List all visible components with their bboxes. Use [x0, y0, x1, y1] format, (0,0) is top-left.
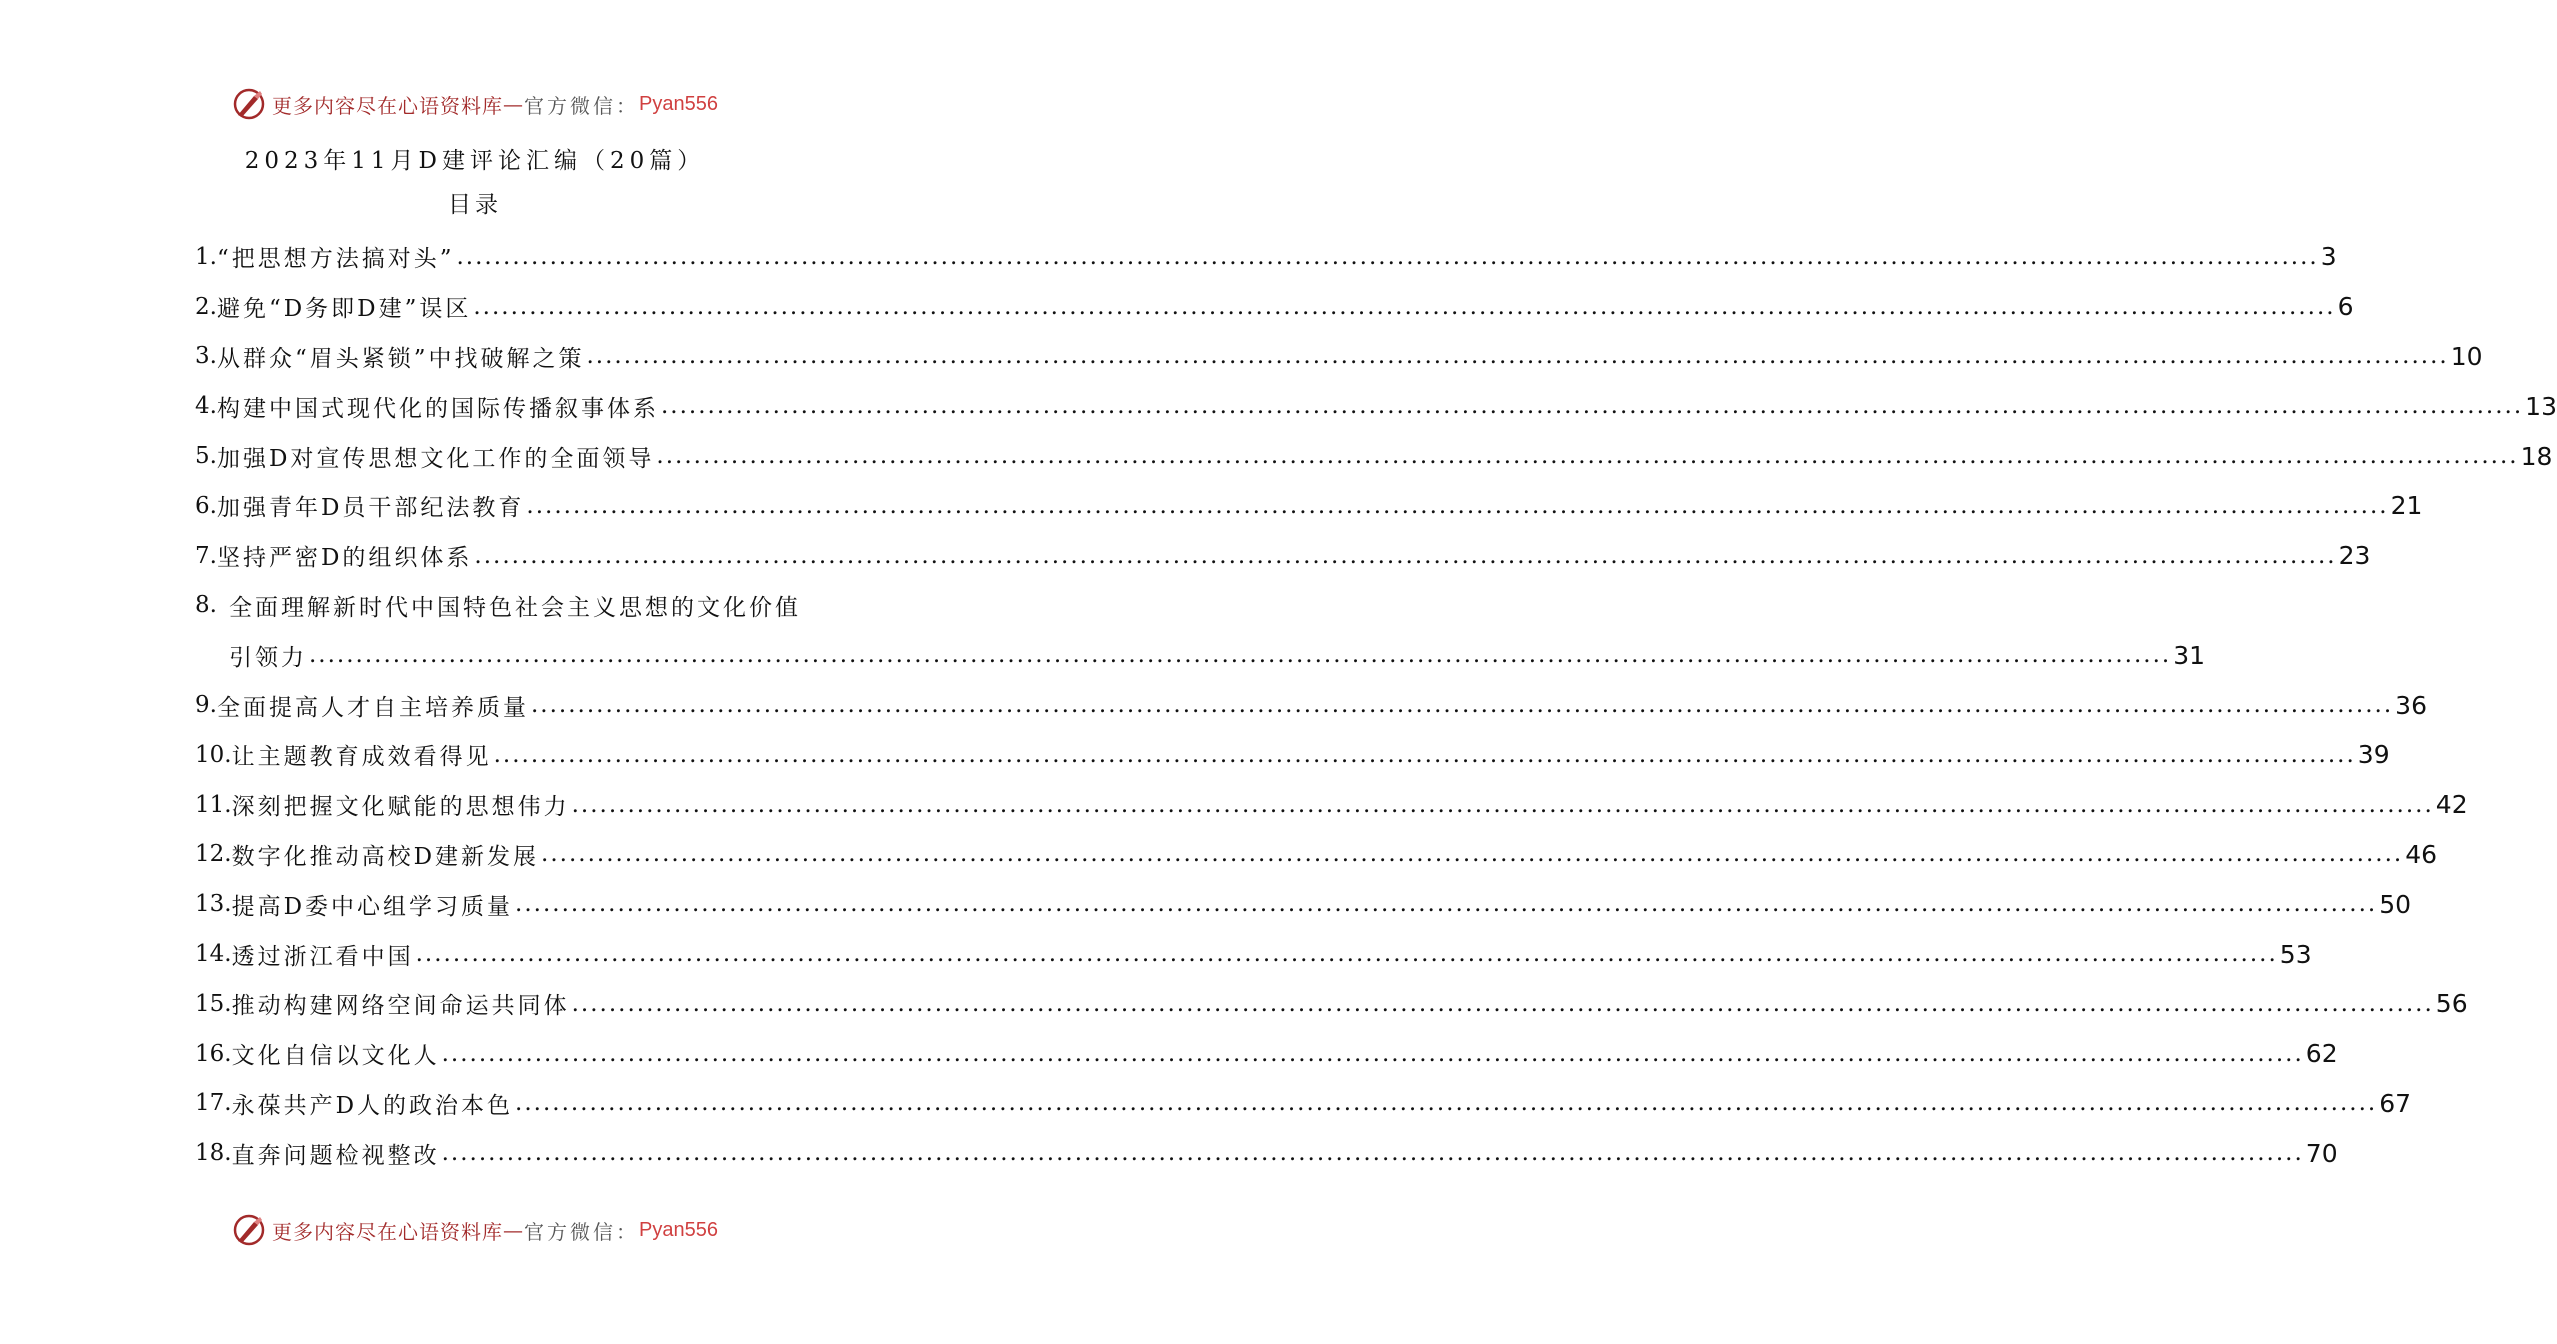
toc-heading: 目录	[448, 192, 502, 218]
toc-entry-number: 4.	[195, 393, 217, 420]
toc-entry-title: 推动构建网络空间命运共同体	[231, 993, 570, 1020]
toc-leader-dots: ........................................................................................................................................................................................................	[515, 1090, 2378, 1117]
toc-entry[interactable]	[195, 332, 2483, 382]
toc-entry-page: 50	[2379, 889, 2412, 919]
footer-banner	[0, 1212, 950, 1248]
toc-entry-title: 全面提高人才自主培养质量	[216, 694, 529, 721]
toc-entry[interactable]	[195, 531, 2371, 581]
toc-entry-title: 数字化推动高校D建新发展	[231, 843, 540, 870]
pen-logo-icon	[232, 1213, 266, 1247]
toc-entry-page: 21	[2390, 491, 2423, 521]
toc-entry-title: 透过浙江看中国	[231, 943, 414, 970]
banner-wechat-id: Pyan556	[639, 1218, 718, 1241]
toc-entry-number: 3.	[195, 343, 217, 370]
toc-entry-title: 深刻把握文化赋能的思想伟力	[231, 794, 570, 821]
table-of-contents	[195, 232, 2557, 1178]
toc-entry[interactable]	[195, 1029, 2338, 1079]
toc-entry-page: 23	[2338, 541, 2371, 571]
toc-entry-page: 39	[2357, 740, 2390, 770]
toc-entry[interactable]	[195, 680, 2427, 730]
toc-entry-number: 1.	[195, 243, 217, 270]
toc-entry-page: 56	[2435, 989, 2468, 1019]
toc-entry-page: 67	[2379, 1088, 2412, 1118]
banner-wechat-label: 官方微信：	[524, 93, 640, 118]
banner-wechat-label: 官方微信：	[524, 1219, 640, 1244]
toc-entry[interactable]	[195, 431, 2553, 481]
toc-entry[interactable]	[195, 879, 2412, 929]
toc-leader-dots: ........................................................................................................................................................................................................	[515, 891, 2378, 918]
toc-leader-dots: ........................................................................................................................................................................................................	[586, 343, 2449, 370]
toc-leader-dots: ........................................................................................................................................................................................................	[656, 443, 2519, 470]
toc-entry-number: 7.	[195, 542, 217, 569]
toc-entry[interactable]	[195, 929, 2312, 979]
toc-entry[interactable]	[195, 830, 2438, 880]
toc-entry-title: 从群众“眉头紧锁”中找破解之策	[216, 345, 585, 372]
toc-entry-title: 构建中国式现代化的国际传播叙事体系	[216, 395, 659, 422]
toc-entry-page: 18	[2520, 441, 2553, 471]
banner-dash: —	[503, 1218, 525, 1242]
toc-entry-page: 6	[2337, 292, 2354, 322]
toc-entry-number: 14.	[195, 941, 232, 968]
toc-entry-number: 10.	[195, 741, 232, 768]
toc-entry-title: 加强D对宣传思想文化工作的全面领导	[216, 445, 655, 472]
toc-entry-number: 11.	[195, 791, 232, 818]
toc-entry[interactable]	[195, 1128, 2338, 1178]
toc-entry-page: 46	[2405, 839, 2438, 869]
toc-entry-page: 70	[2305, 1138, 2338, 1168]
toc-entry-page: 53	[2279, 939, 2312, 969]
toc-entry-number: 12.	[195, 841, 232, 868]
banner-site-text: 更多内容尽在心语资料库	[272, 93, 504, 118]
toc-entry[interactable]	[195, 780, 2468, 830]
toc-entry-number: 18.	[195, 1140, 232, 1167]
toc-leader-dots: ........................................................................................................................................................................................................	[474, 542, 2337, 569]
toc-entry-title: 坚持严密D的组织体系	[216, 545, 473, 572]
toc-leader-dots: ........................................................................................................................................................................................................	[530, 692, 2394, 719]
banner-wechat-id: Pyan556	[639, 92, 718, 115]
toc-entry-title: 提高D委中心组学习质量	[231, 893, 514, 920]
toc-entry-number: 6.	[195, 492, 217, 519]
toc-entry-number: 5.	[195, 443, 217, 470]
toc-entry-page: 10	[2450, 341, 2483, 371]
toc-entry-page: 13	[2525, 391, 2557, 421]
toc-entry-page: 31	[2173, 640, 2206, 670]
toc-entry-title: 加强青年D员干部纪法教育	[216, 495, 525, 522]
toc-entry-number: 13.	[195, 891, 232, 918]
toc-leader-dots: ........................................................................................................................................................................................................	[441, 1040, 2304, 1067]
toc-entry-number: 8.	[195, 592, 217, 619]
toc-entry-title: 文化自信以文化人	[231, 1043, 440, 1070]
toc-entry[interactable]	[195, 232, 2337, 282]
toc-entry-title: 永葆共产D人的政治本色	[231, 1092, 514, 1119]
toc-entry-page: 62	[2305, 1039, 2338, 1069]
toc-entry-number: 16.	[195, 1040, 232, 1067]
toc-entry-title: 直奔问题检视整改	[231, 1142, 440, 1169]
toc-leader-dots: ........................................................................................................................................................................................................	[493, 741, 2356, 768]
toc-leader-dots: ........................................................................................................................................................................................................	[456, 243, 2319, 270]
toc-entry[interactable]	[195, 481, 2423, 531]
pen-logo-icon	[232, 87, 266, 121]
header-banner	[0, 86, 950, 122]
toc-entry-number: 17.	[195, 1090, 232, 1117]
toc-entry[interactable]	[195, 581, 2206, 681]
toc-entry-number: 2.	[195, 293, 217, 320]
toc-leader-dots: ........................................................................................................................................................................................................	[526, 492, 2389, 519]
toc-entry-number: 15.	[195, 990, 232, 1017]
toc-entry-title: 避免“D务即D建”误区	[216, 296, 472, 323]
toc-entry-title: “把思想方法搞对头”	[216, 246, 455, 273]
toc-entry-title: 全面理解新时代中国特色社会主义思想的文化价值	[229, 594, 801, 621]
toc-leader-dots: ........................................................................................................................................................................................................	[541, 841, 2404, 868]
toc-leader-dots: ........................................................................................................................................................................................................	[473, 293, 2336, 320]
toc-entry-page: 36	[2395, 690, 2427, 720]
banner-dash: —	[503, 92, 525, 116]
toc-entry-title: 让主题教育成效看得见	[231, 744, 492, 771]
toc-leader-dots: ........................................................................................................................................................................................................	[309, 642, 2172, 669]
toc-entry[interactable]	[195, 1079, 2412, 1129]
toc-entry-page: 42	[2435, 790, 2468, 820]
toc-leader-dots: ........................................................................................................................................................................................................	[415, 941, 2278, 968]
toc-leader-dots: ........................................................................................................................................................................................................	[571, 990, 2434, 1017]
toc-entry[interactable]	[195, 282, 2354, 332]
document-title: 2023年11月D建评论汇编（20篇）	[244, 148, 706, 174]
toc-leader-dots: ........................................................................................................................................................................................................	[441, 1140, 2304, 1167]
toc-leader-dots: ........................................................................................................................................................................................................	[571, 791, 2434, 818]
banner-site-text: 更多内容尽在心语资料库	[272, 1219, 504, 1244]
toc-entry-number: 9.	[195, 692, 217, 719]
toc-entry[interactable]	[195, 979, 2468, 1029]
toc-entry[interactable]	[195, 730, 2390, 780]
toc-entry-title-continued: 引领力	[229, 644, 307, 671]
toc-leader-dots: ........................................................................................................................................................................................................	[660, 393, 2524, 420]
toc-entry-page: 3	[2320, 242, 2337, 272]
toc-entry[interactable]	[195, 381, 2557, 431]
